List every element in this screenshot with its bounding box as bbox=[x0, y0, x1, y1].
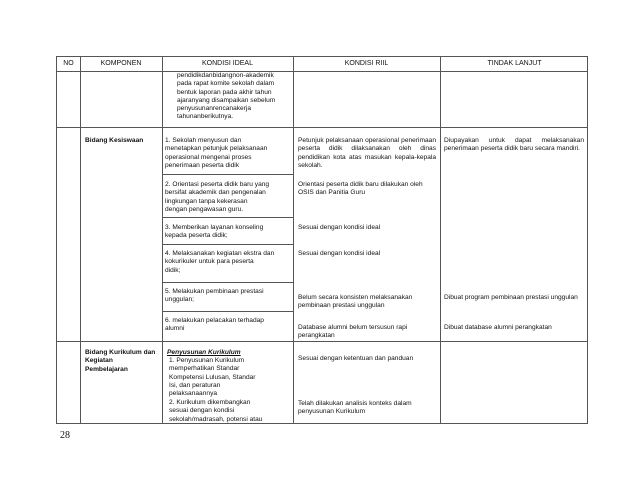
column-divider bbox=[440, 57, 441, 423]
kesiswaan-ideal-5: 5. Melakukan pembinaan prestasi unggulan; bbox=[165, 288, 264, 304]
subrow-divider bbox=[162, 174, 293, 175]
kurikulum-riil-2: Telah dilakukan analisis konteks dalam penyusunan Kurikulum bbox=[298, 400, 412, 416]
kesiswaan-ideal-2: 2. Orientasi peserta didik baru yang bersifat akademik dan pengenalan lingkungan tanpa kekerasan dengan pengawasan guru. bbox=[165, 181, 270, 213]
subrow-divider bbox=[162, 311, 293, 312]
column-divider bbox=[80, 57, 81, 423]
kurikulum-komponen: Bidang Kurikulum dan Kegiatan Pembelajaran bbox=[85, 349, 156, 373]
kurikulum-ideal-2: 2. Kurikulum dikembangkan sesuai dengan kondisi sekolah/madrasah, potensi atau bbox=[169, 399, 263, 423]
kesiswaan-riil-3: Sesuai dengan kondisi ideal bbox=[298, 224, 381, 231]
kesiswaan-ideal-4: 4. Melaksanakan kegiatan ekstra dan kokurikuler untuk para peserta didik; bbox=[165, 250, 275, 274]
header-kondisi-ideal: KONDISI IDEAL bbox=[202, 60, 253, 67]
kesiswaan-riil-6: Database alumni belum tersusun rapi perangkatan bbox=[298, 324, 408, 340]
subrow-divider bbox=[162, 244, 293, 245]
row0-kondisi-ideal: pendidikdanbidangnon-akademik pada rapat komite sekolah dalam bentuk laporan pada akhir tahun ajaranyang disampaikan sebelum penyusunanrencanakerja tahunanberikutnya. bbox=[177, 72, 276, 121]
kesiswaan-tindak-5: Dibuat program pembinaan prestasi unggulan bbox=[444, 294, 578, 301]
kesiswaan-ideal-3: 3. Memberikan layanan konseling kepada peserta didik; bbox=[165, 224, 264, 240]
kurikulum-ideal-1: 1. Penyusunan Kurikulum memperhatikan Standar Kompetensi Lulusan, Standar Isi, dan peraturan pelaksanaannya bbox=[169, 357, 256, 398]
kesiswaan-komponen: Bidang Kesiswaan bbox=[85, 137, 144, 144]
subrow-divider bbox=[162, 282, 293, 283]
main-table bbox=[56, 56, 588, 424]
kesiswaan-riil-5: Belum secara konsisten melaksanakan pembinaan prestasi unggulan bbox=[298, 294, 413, 310]
header-no: NO bbox=[63, 60, 74, 67]
kurikulum-riil-1: Sesuai dengan ketentuan dan panduan bbox=[298, 355, 414, 362]
kesiswaan-tindak-1: Diupayakan untuk dapat melaksanakan penerimaan peserta didik baru secara mandiri. bbox=[444, 137, 584, 153]
page-number: 28 bbox=[60, 430, 70, 441]
kesiswaan-riil-1: Petunjuk pelaksanaan operasional penerimaan peserta didik dilaksanakan oleh dinas pendidikan kota atas masukan kepala-kepala sekolah. bbox=[298, 137, 436, 169]
kesiswaan-riil-2: Orientasi peserta didik baru dilakukan oleh OSIS dan Panitia Guru bbox=[298, 181, 423, 197]
subrow-divider bbox=[162, 217, 293, 218]
kurikulum-subtitle: Penyusunan Kurikulum bbox=[167, 349, 241, 356]
row-divider bbox=[57, 341, 587, 342]
row-divider bbox=[57, 127, 587, 128]
header-kondisi-riil: KONDISI RIIL bbox=[344, 60, 389, 67]
kesiswaan-tindak-6: Dibuat database alumni perangkatan bbox=[444, 324, 552, 331]
table-header bbox=[57, 57, 587, 72]
header-komponen: KOMPONEN bbox=[100, 60, 142, 67]
kesiswaan-ideal-1: 1. Sekolah menyusun dan menetapkan petunjuk pelaksanaan operasional mengenai proses penerimaan peserta didik bbox=[165, 137, 268, 169]
column-divider bbox=[162, 57, 163, 423]
kesiswaan-riil-4: Sesuai dengan kondisi ideal bbox=[298, 250, 381, 257]
column-divider bbox=[293, 57, 294, 423]
kesiswaan-ideal-6: 6. melakukan pelacakan terhadap alumni bbox=[165, 317, 264, 333]
header-tindak-lanjut: TINDAK LANJUT bbox=[487, 60, 542, 67]
